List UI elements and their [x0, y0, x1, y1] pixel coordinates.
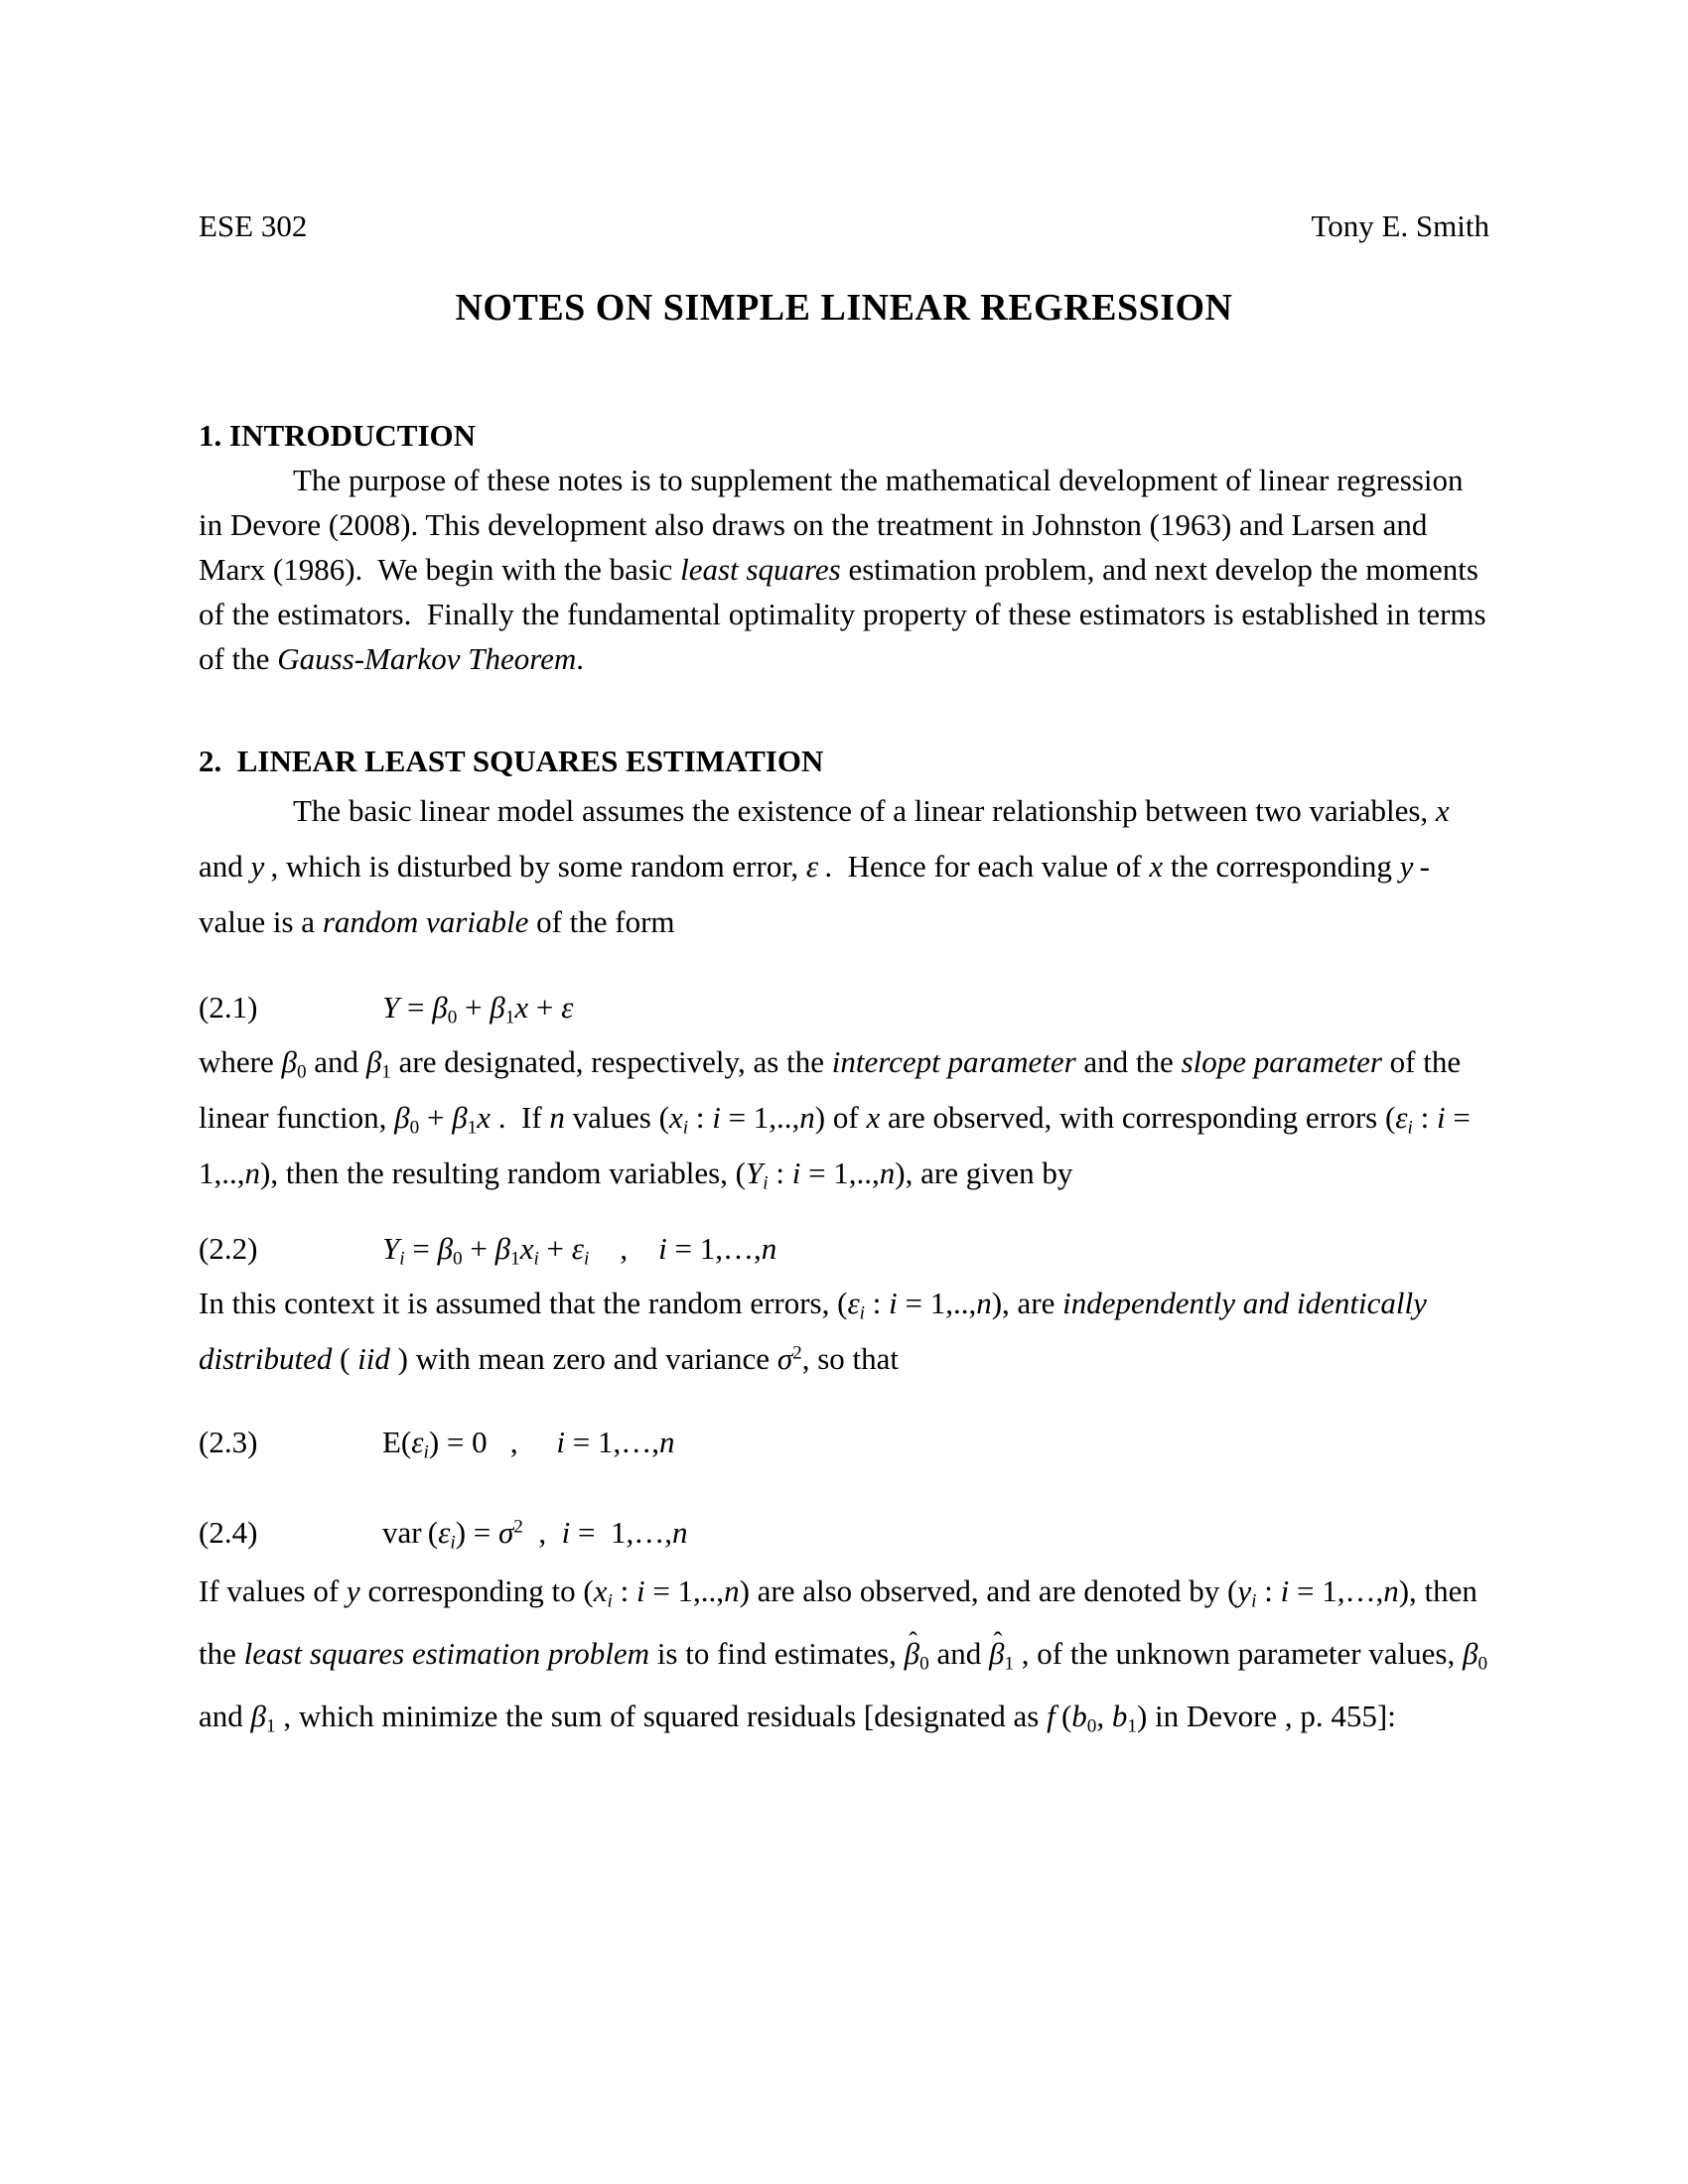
author-name: Tony E. Smith — [1311, 208, 1489, 243]
parameters-paragraph: where $\beta_0$ and $\beta_1$ are designated, respectively, as the intercept parameter and the slope parameter of the linear function, $\beta_0 + \beta_1x$ . If n values ($x_i$ : i = 1,..,n) of x are observed, with corresponding errors ($\varepsilon_i$ : i = 1,..,n), then the resulting random variables, ($Y_i$ : i = 1,..,n), are given by — [199, 1044, 1471, 1194]
basic-model-paragraph: The basic linear model assumes the existence of a linear relationship between two variables, x and y , which is disturbed by some random error, ε . Hence for each value of x the corresponding y -value is a random variable of the form — [199, 793, 1450, 939]
equation-2-4 — [199, 1505, 1489, 1560]
least-squares-paragraph: If values of y corresponding to ($x_i$ : i = 1,..,n) are also observed, and are denoted by ($y_i$ : i = 1,…,n), then the least squares estimation problem is to find estimates, β ˆ$_0$ and β ˆ$_1$ , of the unknown parameter values, $\beta_0$ and $\beta_1$ , which minimize the sum of squared residuals [designated as f ($b_0$, $b_1$) in Devore , p. 455]: — [199, 1560, 1489, 1747]
equation-2-1-label: (2.1) — [199, 990, 258, 1024]
equation-2-3 — [199, 1415, 1489, 1469]
section-1-heading: 1. INTRODUCTION — [199, 418, 477, 453]
equation-2-4-label: (2.4) — [199, 1515, 258, 1550]
page-header — [199, 204, 1489, 248]
equation-2-3-body: $E(\varepsilon_i) = 0$ , i = 1,…,n — [382, 1425, 675, 1463]
intro-paragraph: The purpose of these notes is to supplement the mathematical development of linear regression in Devore (2008). This development also draws on the treatment in Johnston (1963) and Larsen and Marx (1986). We begin with the basic least squares estimation problem, and next develop the moments of the estimators. Finally the fundamental optimality property of these estimators is established in terms of the Gauss-Markov Theorem. — [199, 463, 1486, 676]
iid-assumption-paragraph: In this context it is assumed that the random errors, ($\varepsilon_i$ : i = 1,..,n), are independently and identically distributed ( iid ) with mean zero and variance $\sigma^2$, so that — [199, 1286, 1427, 1376]
equation-2-2-label: (2.2) — [199, 1231, 258, 1266]
equation-2-2-body: $Y_i = \beta_0 + \beta_1x_i + \varepsilon_i$ , i = 1,…,n — [382, 1231, 777, 1270]
course-code: ESE 302 — [199, 208, 308, 243]
section-2-heading: 2. LINEAR LEAST SQUARES ESTIMATION — [199, 744, 824, 778]
document-title: NOTES ON SIMPLE LINEAR REGRESSION — [455, 287, 1233, 329]
page-content — [199, 204, 1489, 1747]
equation-2-1-body: $Y = \beta_0 + \beta_1x + \varepsilon$ — [382, 990, 574, 1028]
equation-2-2 — [199, 1221, 1489, 1276]
equation-2-4-body: var $(\varepsilon_i) = \sigma^2$ , i = 1,…,n — [382, 1515, 688, 1554]
equation-2-1 — [199, 980, 1489, 1034]
equation-2-3-label: (2.3) — [199, 1425, 258, 1459]
